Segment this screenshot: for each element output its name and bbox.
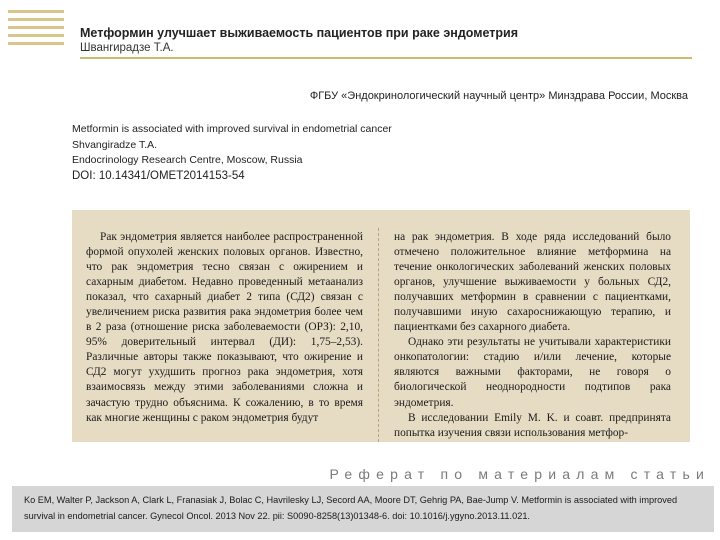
article-title-en: Metformin is associated with improved survival in endometrial cancer [72,123,392,135]
article-doi: DOI: 10.14341/OMET2014153-54 [72,169,245,182]
reference-box [12,486,714,532]
article-affiliation-en: Endocrinology Research Centre, Moscow, Russia [72,154,303,166]
english-metadata [72,122,392,184]
decorative-stripes [8,10,64,50]
reference-citation: Ko EM, Walter P, Jackson A, Clark L, Franasiak J, Bolac C, Havrilesky LJ, Secord AA, Moore DT, Gehrig PA, Bae-Jump V. Metformin is associated with improved survival in endometrial cancer. Gynecol Oncol. 2013 Nov 22. pii: S0090-8258(13)01348-6. doi: 10.1016/j.ygyno.2013.11.021. [24,495,678,521]
article-column-right [394,230,671,441]
article-title-ru: Метформин улучшает выживаемость пациентов при раке эндометрия [80,26,518,40]
column-divider [378,228,379,442]
article-author-en: Shvangiradze T.A. [72,138,158,151]
paragraph: Однако эти результаты не учитывали характеристики онкопатологии: стадию и/или лечение, которые являются важными факторами, не говоря о биологической неоднородности подтипов рака эндометрия. [394,336,671,409]
abstract-label: Реферат по материалам статьи [329,466,710,482]
paragraph: Рак эндометрия является наиболее распространенной формой опухолей женских половых органов. Известно, что рак эндометрия тесно связан с ожирением и сахарным диабетом. Недавно проведенный метаанализ показал, что сахарный диабет 2 типа (СД2) связан с увеличением риска развития рака эндометрия более чем в 2 раза (отношение риска заболеваемости (ОРЗ): 2,10, 95% доверительный интервал (ДИ): 1,75–2,53). Различные авторы также показывают, что ожирение и СД2 могут ухудшить прогноз рака эндометрия, хотя взаимосвязь между этими заболеваниями сложна и зачастую трудно объяснима. К сожалению, в то время как многие женщины с раком эндометрия будут [86,231,363,424]
article-body [72,210,690,442]
institution-line: ФГБУ «Эндокринологический научный центр» Минздрава России, Москва [309,90,688,102]
article-column-left [86,230,363,426]
header-divider [80,57,692,59]
paragraph: на рак эндометрия. В ходе ряда исследований было отмечено положительное влияние метформина на течение онкологических заболеваний женских половых органов, улучшение выживаемости у больных СД2, получавших метформин в сравнении с пациентками, получавшими иную сахароснижающую терапию, и пациентками без сахарного диабета. [394,231,671,334]
article-author-ru: Шванrирадзе Т.А. [80,42,174,54]
paragraph: В исследовании Emily M. K. и соавт. предпринята попытка изучения связи использования метфор- [394,411,671,439]
